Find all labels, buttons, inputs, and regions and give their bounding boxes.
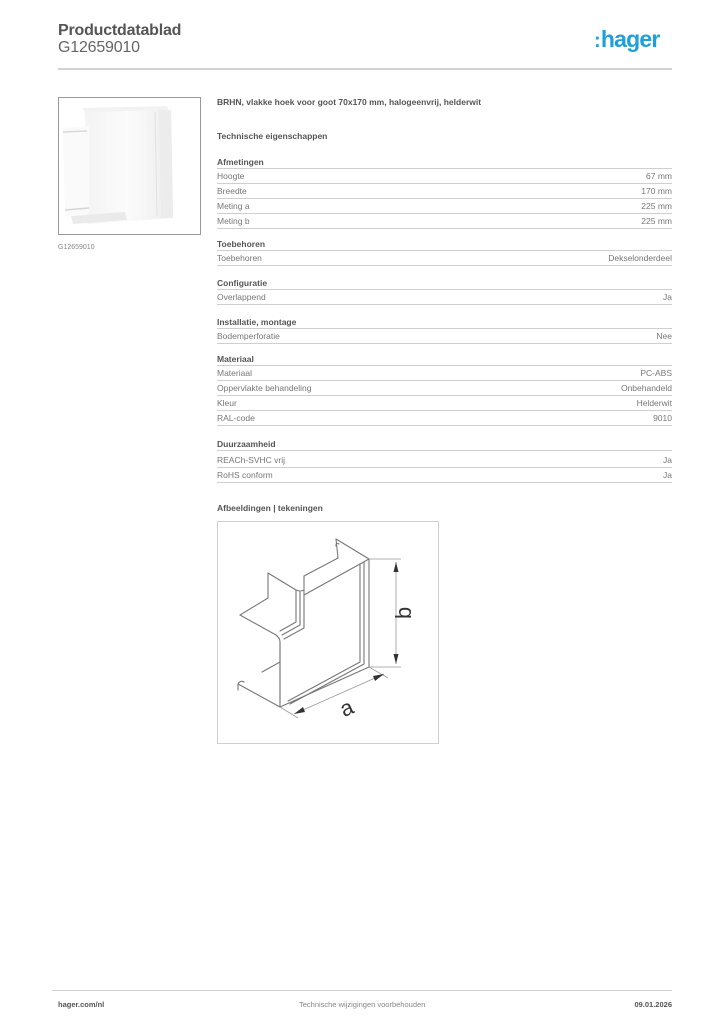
spec-group-materiaal <box>217 352 672 426</box>
row-label: Oppervlakte behandeling <box>217 383 312 393</box>
table-row <box>217 199 672 214</box>
table-row <box>217 184 672 199</box>
table-row <box>217 251 672 266</box>
row-label: Kleur <box>217 398 237 408</box>
row-value: 170 mm <box>641 186 672 196</box>
table-row <box>217 290 672 305</box>
footer-disclaimer: Technische wijzigingen voorbehouden <box>299 1000 426 1009</box>
row-label: REACh-SVHC vrij <box>217 455 286 465</box>
group-title: Duurzaamheid <box>217 437 672 451</box>
product-code: G12659010 <box>58 39 140 56</box>
spec-group-configuratie <box>217 276 672 305</box>
table-row <box>217 329 672 344</box>
page-title: Productdatablad <box>58 22 182 39</box>
row-label: Breedte <box>217 186 247 196</box>
table-row <box>217 381 672 396</box>
table-row <box>217 453 672 468</box>
row-value: 225 mm <box>641 216 672 226</box>
table-row <box>217 366 672 381</box>
row-value: Ja <box>663 470 672 480</box>
row-value: 9010 <box>653 413 672 423</box>
row-value: Nee <box>656 331 672 341</box>
product-image-icon <box>59 98 201 235</box>
row-value: Onbehandeld <box>620 383 672 393</box>
drawings-title: Afbeeldingen | tekeningen <box>217 503 323 513</box>
row-label: Materiaal <box>217 368 252 378</box>
logo-text: hager <box>600 26 660 52</box>
product-photo <box>58 97 201 235</box>
spec-group-afmetingen <box>217 155 672 229</box>
row-value: Helderwit <box>636 398 672 408</box>
photo-caption: G12659010 <box>58 244 95 251</box>
row-label: Hoogte <box>217 171 245 181</box>
table-row <box>217 411 672 426</box>
row-value: Ja <box>663 292 672 302</box>
spec-group-toebehoren <box>217 237 672 266</box>
row-value: 67 mm <box>646 171 672 181</box>
technical-drawing <box>217 521 439 744</box>
spec-group-installatie <box>217 315 672 344</box>
group-title: Configuratie <box>217 276 672 290</box>
group-title: Toebehoren <box>217 237 672 251</box>
dimension-label-b: b <box>391 606 416 619</box>
logo-colon: : <box>594 30 600 52</box>
footer-website[interactable]: hager.com/nl <box>58 1000 105 1009</box>
section-heading: Technische eigenschappen <box>217 131 328 141</box>
hager-logo <box>594 28 660 51</box>
spec-group-duurzaamheid <box>217 437 672 483</box>
dimension-label-a: a <box>335 694 358 722</box>
product-description: BRHN, vlakke hoek voor goot 70x170 mm, halogeenvrij, helderwit <box>217 97 482 107</box>
row-value: Ja <box>663 455 672 465</box>
row-label: Overlappend <box>217 292 266 302</box>
header-divider <box>58 68 672 70</box>
row-label: RAL-code <box>217 413 255 423</box>
row-label: Bodemperforatie <box>217 331 280 341</box>
footer-date: 09.01.2026 <box>634 1000 672 1009</box>
row-label: RoHS conform <box>217 470 273 480</box>
row-value: 225 mm <box>641 201 672 211</box>
row-value: PC-ABS <box>640 368 672 378</box>
row-label: Meting b <box>217 216 250 226</box>
row-value: Dekselonderdeel <box>608 253 672 263</box>
table-row <box>217 214 672 229</box>
group-title: Afmetingen <box>217 155 672 169</box>
table-row <box>217 468 672 483</box>
row-label: Meting a <box>217 201 250 211</box>
footer-divider <box>52 990 672 991</box>
group-title: Installatie, montage <box>217 315 672 329</box>
group-title: Materiaal <box>217 352 672 366</box>
table-row <box>217 396 672 411</box>
dimension-drawing-icon <box>218 522 438 743</box>
row-label: Toebehoren <box>217 253 262 263</box>
table-row <box>217 169 672 184</box>
